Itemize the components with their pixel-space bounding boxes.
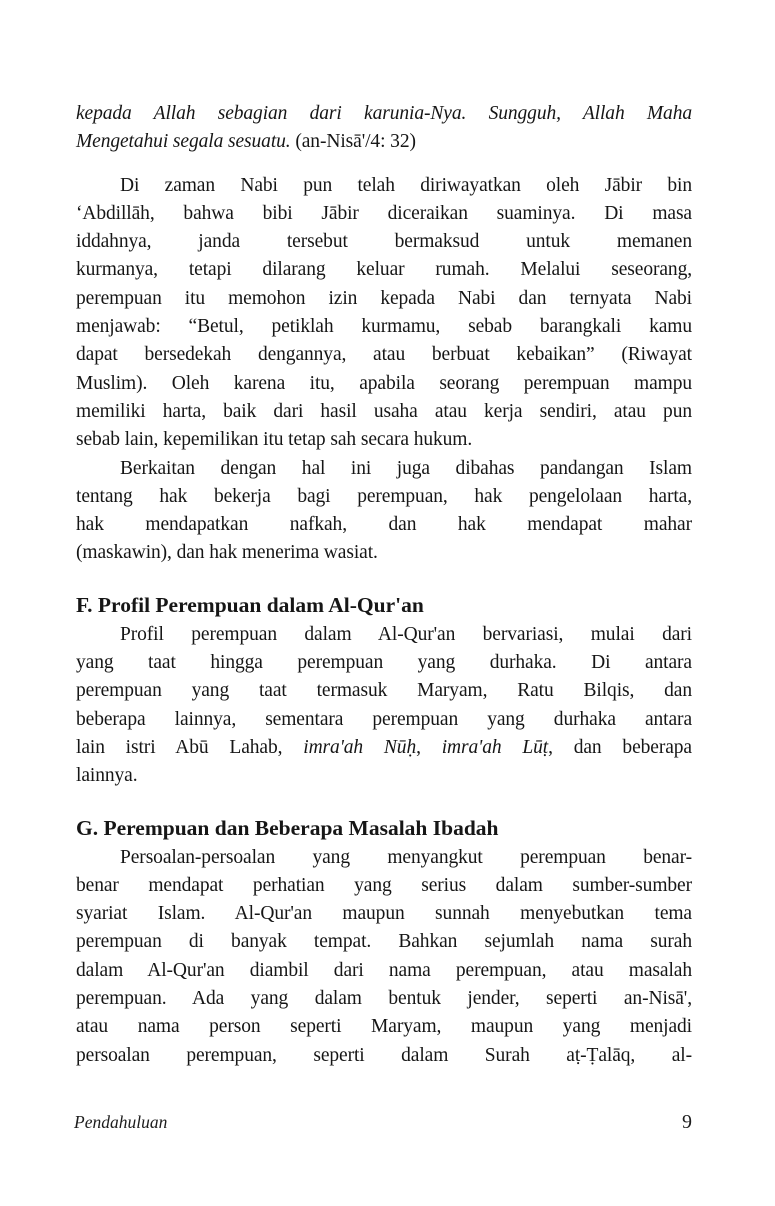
text-line [76, 649, 692, 677]
text-segment: lain istri Abū Lahab, [76, 736, 304, 758]
text-segment: iddahnya, janda tersebut bermaksud untuk memanen [76, 231, 692, 253]
text-line [76, 128, 692, 156]
text-segment: lainnya. [76, 765, 138, 787]
text-segment: Persoalan-persoalan yang menyangkut perempuan benar- [120, 846, 692, 868]
section-f-heading [76, 589, 692, 621]
page-number: 9 [682, 1111, 692, 1133]
text-segment: tentang hak bekerja bagi perempuan, hak pengelolaan harta, [76, 485, 692, 507]
text-line [76, 341, 692, 369]
text-line [76, 900, 692, 928]
text-segment: hak mendapatkan nafkah, dan hak mendapat mahar [76, 514, 692, 536]
paragraph-profil-perempuan [76, 621, 692, 791]
text-segment: kepada Allah sebagian dari karunia-Nya. Sungguh, Allah Maha [76, 103, 692, 124]
text-segment: , dan beberapa [548, 736, 692, 758]
text-line [76, 985, 692, 1013]
text-segment: (an-Nisā'/4: 32) [295, 131, 416, 153]
text-line [76, 928, 692, 956]
text-line [76, 539, 692, 567]
text-segment: imra'ah Lūṭ [441, 736, 549, 758]
text-line [76, 677, 692, 705]
text-line [76, 200, 692, 228]
text-line [76, 426, 692, 454]
text-line [76, 762, 692, 790]
text-line [76, 511, 692, 539]
text-segment: Muslim). Oleh karena itu, apabila seorang perempuan mampu [76, 372, 692, 394]
text-segment: yang taat hingga perempuan yang durhaka. Di antara [76, 652, 692, 674]
text-segment: menjawab: “Betul, petiklah kurmamu, sebab barangkali kamu [76, 316, 692, 338]
text-line [76, 1013, 692, 1041]
text-line [76, 370, 692, 398]
text-segment: syariat Islam. Al-Qur'an maupun sunnah menyebutkan tema [76, 903, 692, 925]
text-segment: dapat bersedekah dengannya, atau berbuat kebaikan” (Riwayat [76, 344, 692, 366]
text-segment: ‘Abdillāh, bahwa bibi Jābir diceraikan suaminya. Di masa [76, 202, 692, 224]
text-line [76, 285, 692, 313]
text-line [76, 313, 692, 341]
text-segment: imra'ah Nūḥ [303, 736, 417, 758]
text-segment: benar mendapat perhatian yang serius dalam sumber-sumber [76, 874, 692, 896]
text-line [76, 256, 692, 284]
running-title: Pendahuluan [74, 1112, 168, 1132]
text-line [76, 706, 692, 734]
text-segment: kurmanya, tetapi dilarang keluar rumah. Melalui seseorang, [76, 259, 692, 281]
text-segment: beberapa lainnya, sementara perempuan yang durhaka antara [76, 708, 692, 730]
text-segment: perempuan di banyak tempat. Bahkan sejumlah nama surah [76, 931, 692, 953]
paragraph-masalah-ibadah [76, 844, 692, 1070]
text-line [76, 228, 692, 256]
text-segment: perempuan. Ada yang dalam bentuk jender, seperti an-Nisā', [76, 988, 692, 1010]
text-line [76, 812, 692, 844]
section-g-heading [76, 812, 692, 844]
text-line [76, 1042, 692, 1070]
text-segment: (maskawin), dan hak menerima wasiat. [76, 542, 378, 564]
text-segment: memiliki harta, baik dari hasil usaha atau kerja sendiri, atau pun [76, 400, 692, 422]
text-line [76, 483, 692, 511]
text-segment: , [416, 736, 442, 758]
text-segment: Mengetahui segala sesuatu. [76, 131, 296, 153]
text-line [76, 398, 692, 426]
page-text [76, 100, 692, 1070]
paragraph-hak-perempuan [76, 455, 692, 568]
text-segment: atau nama person seperti Maryam, maupun yang menjadi [76, 1016, 692, 1038]
text-segment: perempuan yang taat termasuk Maryam, Ratu Bilqis, dan [76, 680, 692, 702]
page-footer [74, 1111, 692, 1134]
text-line [76, 100, 692, 128]
text-segment: dalam Al-Qur'an diambil dari nama perempuan, atau masalah [76, 959, 692, 981]
paragraph-jabir-narration [76, 172, 692, 455]
quran-quote-continuation [76, 100, 692, 157]
text-segment: sebab lain, kepemilikan itu tetap sah secara hukum. [76, 429, 473, 451]
text-segment: persoalan perempuan, seperti dalam Surah aṭ-Ṭalāq, al- [76, 1044, 692, 1066]
text-segment: G. Perempuan dan Beberapa Masalah Ibadah [76, 815, 499, 840]
text-segment: Berkaitan dengan hal ini juga dibahas pandangan Islam [120, 457, 692, 479]
text-line [76, 957, 692, 985]
text-segment: perempuan itu memohon izin kepada Nabi dan ternyata Nabi [76, 287, 692, 309]
text-segment: Di zaman Nabi pun telah diriwayatkan oleh Jābir bin [120, 174, 692, 196]
text-line [76, 589, 692, 621]
text-line [76, 844, 692, 872]
text-segment: F. Profil Perempuan dalam Al-Qur'an [76, 592, 424, 617]
text-line [76, 455, 692, 483]
text-line [76, 172, 692, 200]
text-line [76, 621, 692, 649]
text-line [76, 872, 692, 900]
text-segment: Profil perempuan dalam Al-Qur'an bervariasi, mulai dari [120, 623, 692, 645]
text-line [76, 734, 692, 762]
